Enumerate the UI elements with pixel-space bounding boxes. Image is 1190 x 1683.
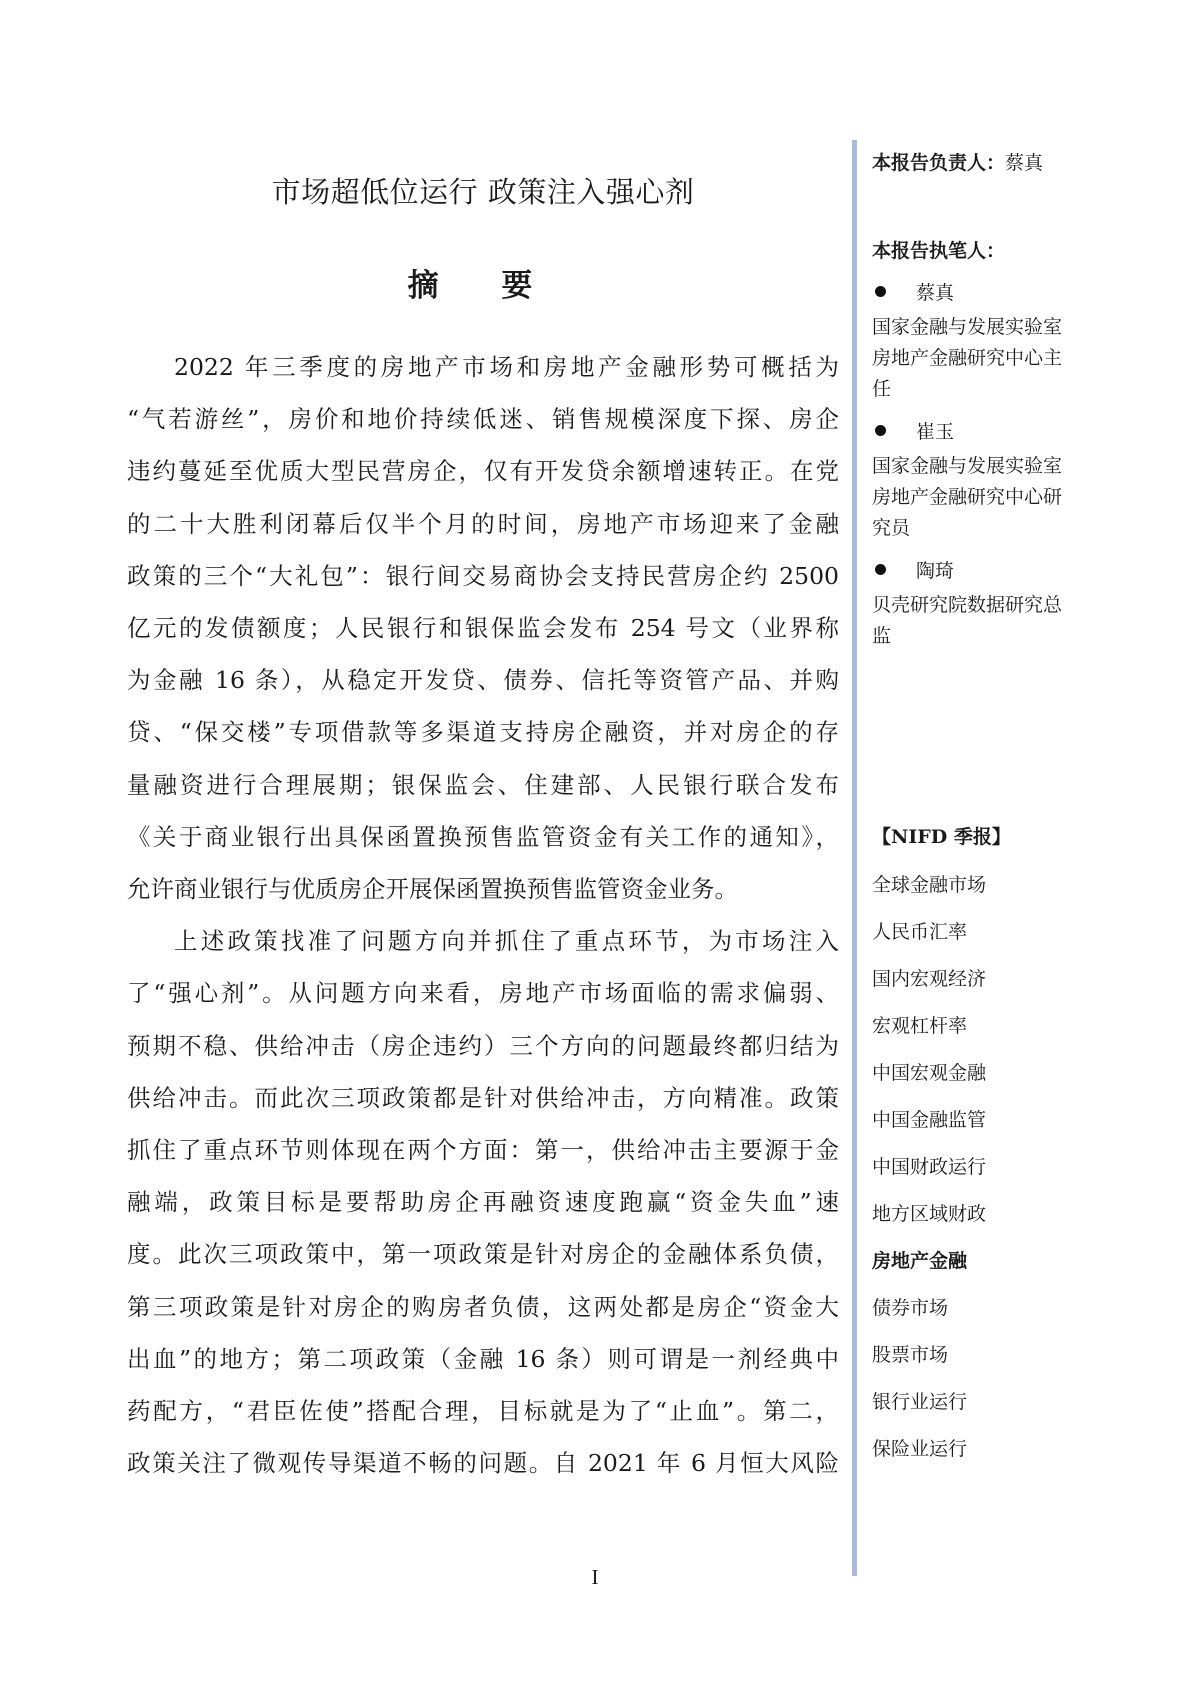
responsible-name: 蔡真 (1005, 152, 1044, 174)
paragraph-line: 上述政策找准了问题方向并抓住了重点环节，为市场注入 (174, 927, 839, 956)
series-item[interactable]: 房地产金融 (872, 1250, 968, 1272)
bullet-icon (875, 425, 886, 436)
bullet-icon (875, 564, 886, 575)
paragraph-line: 贷、“保交楼”专项借款等多渠道支持房企融资，并对房企的存 (127, 718, 839, 747)
paragraph-line: 供给冲击。而此次三项政策都是针对供给冲击，方向精准。政策 (127, 1083, 839, 1112)
paragraph-line: 《关于商业银行出具保函置换预售监管资金有关工作的通知》， (127, 822, 839, 851)
author-affiliation (872, 312, 1097, 405)
paragraph-line: 为金融 16 条），从稳定开发贷、债券、信托等资管产品、并购 (127, 666, 839, 695)
responsible-label: 本报告负责人： (872, 152, 1006, 174)
series-list (872, 862, 1097, 1473)
paragraph-line: 融端，政策目标是要帮助房企再融资速度跑赢“资金失血”速 (127, 1188, 839, 1217)
author-affiliation (872, 451, 1097, 544)
paragraph-line: 抓住了重点环节则体现在两个方面：第一，供给冲击主要源于金 (127, 1136, 839, 1165)
affiliation-line: 国家金融与发展实验室 (872, 455, 1063, 477)
author-item (872, 554, 1097, 584)
series-item[interactable]: 宏观杠杆率 (872, 1015, 968, 1037)
series-title: 【NIFD 季报】 (872, 826, 1011, 848)
paragraph-line: 亿元的发债额度；人民银行和银保监会发布 254 号文（业界称 (127, 614, 839, 643)
paragraph-line: 药配方，“君臣佐使”搭配合理，目标就是为了“止血”。第二， (127, 1397, 839, 1426)
author-affiliation (872, 590, 1097, 652)
series-item[interactable]: 中国财政运行 (872, 1156, 987, 1178)
series-item[interactable]: 国内宏观经济 (872, 968, 987, 990)
affiliation-line: 任 (872, 378, 892, 400)
affiliation-line: 房地产金融研究中心主 (872, 347, 1063, 369)
author-name: 陶琦 (916, 559, 955, 582)
series-item[interactable]: 股票市场 (872, 1344, 949, 1366)
series-item[interactable]: 地方区域财政 (872, 1203, 987, 1225)
responsible-person (872, 148, 1097, 178)
series-item[interactable]: 债券市场 (872, 1297, 949, 1319)
paragraph-line: 量融资进行合理展期；银保监会、住建部、人民银行联合发布 (127, 770, 839, 799)
paragraph-line: 2022 年三季度的房地产市场和房地产金融形势可概括为 (174, 353, 839, 381)
paragraph-line: 政策关注了微观传导渠道不畅的问题。自 2021 年 6 月恒大风险 (127, 1449, 839, 1478)
paragraph-line: 出血”的地方；第二项政策（金融 16 条）则可谓是一剂经典中 (127, 1344, 839, 1373)
paragraph-line: 的二十大胜利闭幕后仅半个月的时间，房地产市场迎来了金融 (127, 509, 839, 538)
document-title: 市场超低位运行 政策注入强心剂 (271, 175, 695, 209)
series-item[interactable]: 中国宏观金融 (872, 1062, 987, 1084)
abstract-heading: 摘 要 (407, 268, 559, 304)
affiliation-line: 国家金融与发展实验室 (872, 316, 1063, 338)
writers-label: 本报告执笔人： (872, 240, 1006, 262)
author-item (872, 415, 1097, 445)
paragraph-line: 度。此次三项政策中，第一项政策是针对房企的金融体系负债， (127, 1240, 839, 1269)
paragraph-line: 预期不稳、供给冲击（房企违约）三个方向的问题最终都归结为 (127, 1031, 839, 1060)
sidebar (872, 148, 1097, 1473)
paragraph-line: 违约蔓延至优质大型民营房企，仅有开发贷余额增速转正。在党 (127, 457, 839, 486)
bullet-icon (875, 286, 886, 297)
paragraph-line: 政策的三个“大礼包”：银行间交易商协会支持民营房企约 2500 (127, 561, 839, 590)
affiliation-line: 究员 (872, 517, 911, 539)
author-name: 崔玉 (916, 420, 955, 443)
series-item[interactable]: 全球金融市场 (872, 874, 987, 896)
abstract-body (127, 341, 839, 1489)
affiliation-line: 贝壳研究院数据研究总 (872, 594, 1063, 616)
author-list (872, 276, 1097, 652)
paragraph-line: “气若游丝”，房价和地价持续低迷、销售规模深度下探、房企 (127, 405, 839, 434)
author-name: 蔡真 (916, 281, 955, 304)
series-item[interactable]: 中国金融监管 (872, 1109, 987, 1131)
series-item[interactable]: 银行业运行 (872, 1391, 968, 1413)
author-item (872, 276, 1097, 306)
affiliation-line: 房地产金融研究中心研 (872, 486, 1063, 508)
series-item[interactable]: 保险业运行 (872, 1438, 968, 1460)
sidebar-divider (852, 140, 857, 1576)
paragraph-line: 了“强心剂”。从问题方向来看，房地产市场面临的需求偏弱、 (127, 979, 839, 1008)
affiliation-line: 监 (872, 625, 892, 647)
paragraph-line: 允许商业银行与优质房企开展保函置换预售监管资金业务。 (127, 875, 738, 904)
page-number: I (591, 1565, 599, 1589)
series-item[interactable]: 人民币汇率 (872, 921, 968, 943)
main-content (127, 140, 839, 1489)
paragraph-line: 第三项政策是针对房企的购房者负债，这两处都是房企“资金大 (127, 1292, 839, 1321)
